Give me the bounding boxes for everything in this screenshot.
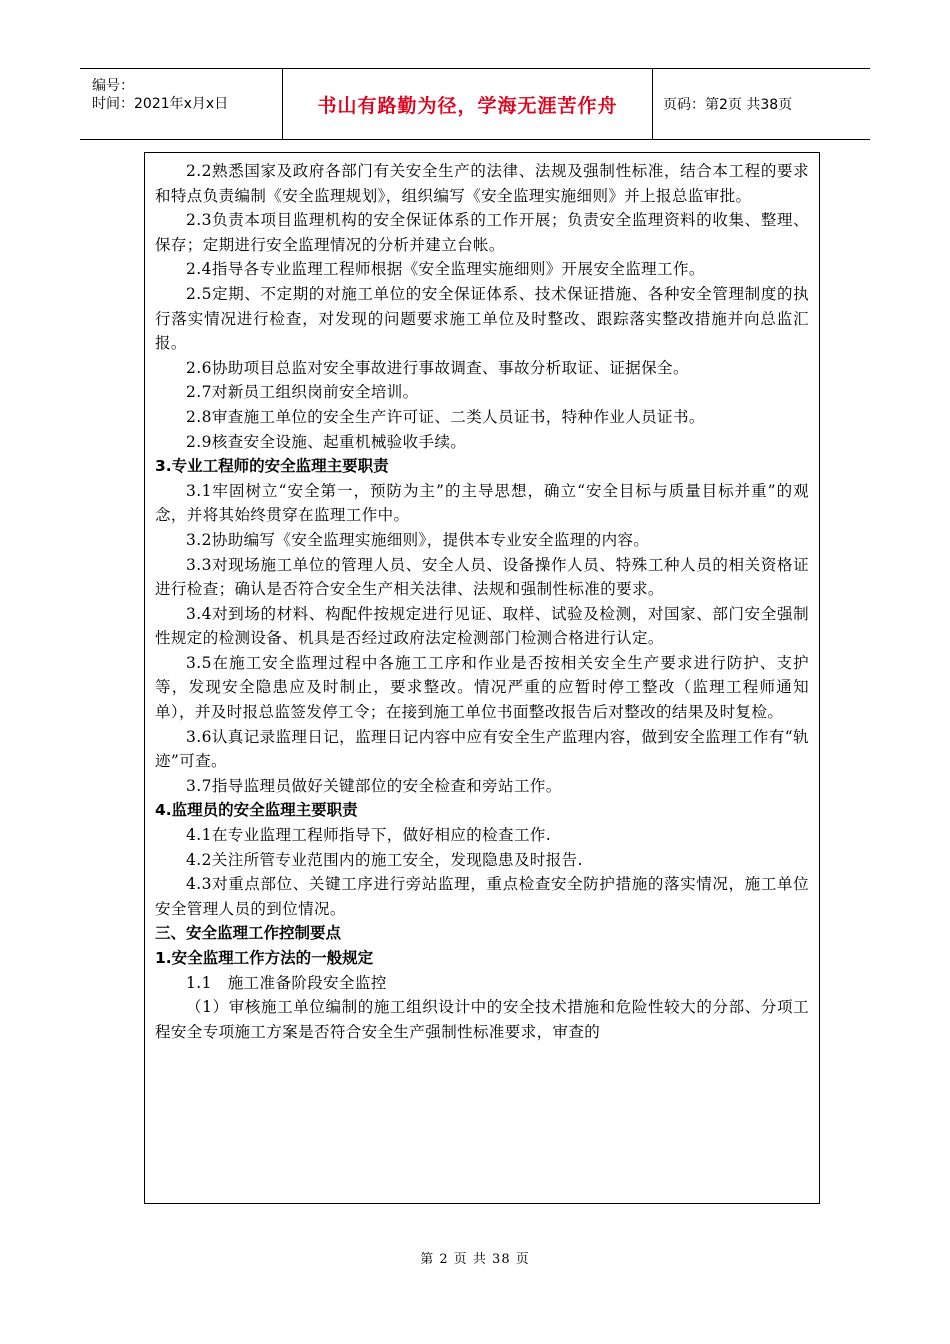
paragraph: 2.3负责本项目监理机构的安全保证体系的工作开展；负责安全监理资料的收集、整理、保存；定期进行安全监理情况的分析并建立台帐。: [155, 211, 809, 254]
section-heading: 1.安全监理工作方法的一般规定: [155, 949, 374, 967]
paragraph: 2.8审查施工单位的安全生产许可证、二类人员证书，特种作业人员证书。: [186, 407, 705, 426]
paragraph: 2.5定期、不定期的对施工单位的安全保证体系、技术保证措施、各种安全管理制度的执行落实情况进行检查，对发现的问题要求施工单位及时整改、跟踪落实整改措施并向总监汇报。: [155, 284, 809, 353]
paragraph: 3.3对现场施工单位的管理人员、安全人员、设备操作人员、特殊工种人员的相关资格证进行检查；确认是否符合安全生产相关法律、法规和强制性标准的要求。: [155, 555, 809, 599]
paragraph: 3.7指导监理员做好关键部位的安全检查和旁站工作。: [186, 776, 562, 795]
paragraph: 4.3对重点部位、关键工序进行旁站监理，重点检查安全防护措施的落实情况，施工单位安全管理人员的到位情况。: [155, 875, 809, 918]
paragraph: 3.5在施工安全监理过程中各施工工序和作业是否按相关安全生产要求进行防护、支护等，发现安全隐患应及时制止，要求整改。情况严重的应暂时停工整改（监理工程师通知单），并及时报总监签发停工令；在接到施工单位书面整改报告后对整改的结果及时复检。: [155, 653, 809, 722]
paragraph: 3.2协助编写《安全监理实施细则》，提供本专业安全监理的内容。: [186, 530, 650, 549]
header-meta: [80, 69, 280, 139]
section-heading: 3.专业工程师的安全监理主要职责: [155, 457, 389, 476]
paragraph: 2.7对新员工组织岗前安全培训。: [186, 383, 419, 402]
section-heading: 4.监理员的安全监理主要职责: [155, 801, 358, 820]
paragraph: 2.9核查安全设施、起重机械验收手续。: [186, 432, 467, 451]
page-header: [80, 68, 870, 140]
content-box: [144, 152, 820, 1204]
paragraph: （1）审核施工单位编制的施工组织设计中的安全技术措施和危险性较大的分部、分项工程安全专项施工方案是否符合安全生产强制性标准要求，审查的: [155, 998, 809, 1041]
paragraph: 1.1 施工准备阶段安全监控: [186, 973, 387, 992]
document-time-label: 时间：2021年x月x日: [92, 96, 229, 112]
chapter-heading: 三、安全监理工作控制要点: [155, 924, 342, 943]
paragraph: 2.6协助项目总监对安全事故进行事故调查、事故分析取证、证据保全。: [186, 358, 689, 377]
paragraph: 2.2熟悉国家及政府各部门有关安全生产的法律、法规及强制性标准，结合本工程的要求和特点负责编制《安全监理规划》，组织编写《安全监理实施细则》并上报总监审批。: [155, 162, 809, 205]
paragraph: 4.1在专业监理工程师指导下，做好相应的检查工作.: [186, 826, 552, 845]
paragraph: 2.4指导各专业监理工程师根据《安全监理实施细则》开展安全监理工作。: [186, 260, 705, 279]
document-number-label: 编号：: [92, 78, 134, 94]
header-motto: 书山有路勤为径，学海无涯苦作舟: [317, 94, 618, 117]
paragraph: 4.2关注所管专业范围内的施工安全，发现隐患及时报告.: [186, 850, 583, 869]
page-footer: 第 2 页 共 38 页: [420, 1252, 530, 1267]
paragraph: 3.4对到场的材料、构配件按规定进行见证、取样、试验及检测，对国家、部门安全强制性规定的检测设备、机具是否经过政府法定检测部门检测合格进行认定。: [155, 604, 809, 648]
paragraph: 3.6认真记录监理日记，监理日记内容中应有安全生产监理内容，做到安全监理工作有“轨迹”可查。: [155, 727, 809, 771]
paragraph: 3.1牢固树立“安全第一，预防为主”的主导思想，确立“安全目标与质量目标并重”的观念，并将其始终贯穿在监理工作中。: [155, 481, 809, 525]
header-page-number: 页码：第2页 共38页: [663, 97, 793, 113]
